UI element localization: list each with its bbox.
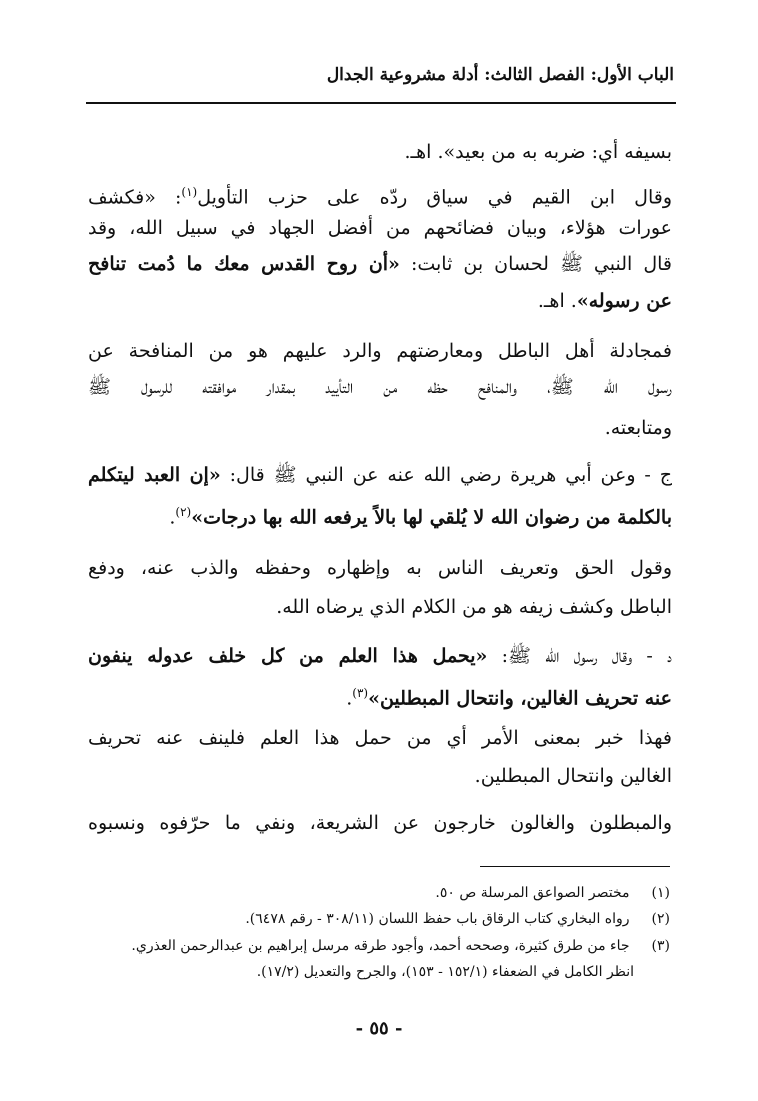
body-line: [88, 249, 672, 279]
body-line: [88, 213, 672, 243]
body-line: [88, 592, 672, 622]
text: وقال ابن القيم في سياق ردّه على حزب التأويل: [197, 186, 672, 209]
footnote-number: (٢): [651, 911, 670, 927]
footnote-1: [88, 882, 670, 904]
footnote-text: مختصر الصواعق المرسلة ص ٥٠.: [435, 885, 630, 901]
footnote-2: [88, 908, 670, 930]
footnote-text: رواه البخاري كتاب الرقاق باب حفظ اللسان (٣٠٨/١١ - رقم ٦٤٧٨).: [245, 911, 630, 927]
footnote-divider: [480, 866, 670, 867]
text: ج - وعن أبي هريرة رضي الله عنه عن النبي ﷺ قال:: [220, 464, 672, 486]
text: بسيفه أي: ضربه به من بعيد». اهـ.: [404, 141, 672, 163]
text: الغالين وانتحال المبطلين.: [474, 765, 672, 787]
running-header: الباب الأول: الفصل الثالث: أدلة مشروعية الجدال: [326, 65, 674, 85]
text: د - وقال رسول الله ﷺ:: [487, 645, 672, 667]
footnote-text: انظر الكامل في الضعفاء (١٥٢/١ - ١٥٣)، والجرح والتعديل (١٧/٢).: [256, 964, 634, 980]
body-line: [88, 336, 672, 366]
text: قال النبي ﷺ لحسان بن ثابت:: [399, 253, 672, 275]
footnote-ref[interactable]: (٢): [175, 505, 192, 519]
text: الباطل وكشف زيفه هو من الكلام الذي يرضاه الله.: [276, 596, 672, 618]
text: عورات هؤلاء، وبيان فضائحهم من أفضل الجهاد في سبيل الله، وقد: [88, 217, 672, 239]
text: وقول الحق وتعريف الناس به وإظهاره وحفظه والذب عنه، ودفع: [88, 557, 672, 579]
footnote-text: جاء من طرق كثيرة، وصححه أحمد، وأجود طرقه مرسل إبراهيم بن عبدالرحمن العذري.: [131, 938, 630, 954]
text: والمبطلون والغالون خارجون عن الشريعة، ونفي ما حرّفوه ونسبوه: [88, 812, 672, 834]
text: : «فكشف: [88, 186, 182, 209]
body-line: [88, 460, 672, 490]
footnote-3-continued: [88, 961, 670, 983]
hadith-quote: «يحمل هذا العلم من كل خلف عدوله ينفون: [88, 645, 488, 667]
hadith-quote: «أن روح القدس معك ما دُمت تنافح: [88, 253, 400, 275]
body-line: [88, 413, 672, 443]
page-number: - ٥٥ -: [355, 1018, 403, 1039]
body-line: [88, 678, 672, 713]
text: .: [346, 687, 353, 710]
hadith-quote: «إن العبد ليتكلم: [88, 464, 221, 486]
text: ومتابعته.: [604, 417, 672, 439]
body-line: [88, 808, 672, 838]
body-line: [88, 641, 672, 671]
body-line: [88, 372, 672, 402]
footnote-3: [88, 935, 670, 957]
header-divider: [86, 102, 676, 104]
text: فهذا خبر بمعنى الأمر أي من حمل هذا العلم فلينف عنه تحريف: [88, 727, 672, 749]
body-line: [88, 177, 672, 212]
body-line: [88, 286, 672, 316]
footnote-number: (٣): [651, 938, 670, 954]
footnote-number: (١): [651, 885, 670, 901]
body-line: [88, 553, 672, 583]
body-line: [88, 761, 672, 791]
hadith-quote: عن رسوله»: [576, 290, 672, 312]
footnote-ref[interactable]: (١): [181, 185, 198, 199]
text: رسول الله ﷺ، والمنافح حظه من التأييد بمقدار موافقته للرسول ﷺ: [88, 376, 672, 398]
text: . اهـ.: [537, 290, 577, 312]
hadith-quote: بالكلمة من رضوان الله لا يُلقي لها بالاً يرفعه الله بها درجات»: [191, 506, 672, 529]
body-line: [88, 497, 672, 532]
body-line: [88, 137, 672, 167]
footnote-ref[interactable]: (٣): [352, 686, 369, 700]
text: .: [169, 506, 176, 529]
body-line: [88, 723, 672, 753]
hadith-quote: عنه تحريف الغالين، وانتحال المبطلين»: [368, 687, 672, 710]
text: فمجادلة أهل الباطل ومعارضتهم والرد عليهم هو من المنافحة عن: [88, 340, 672, 362]
